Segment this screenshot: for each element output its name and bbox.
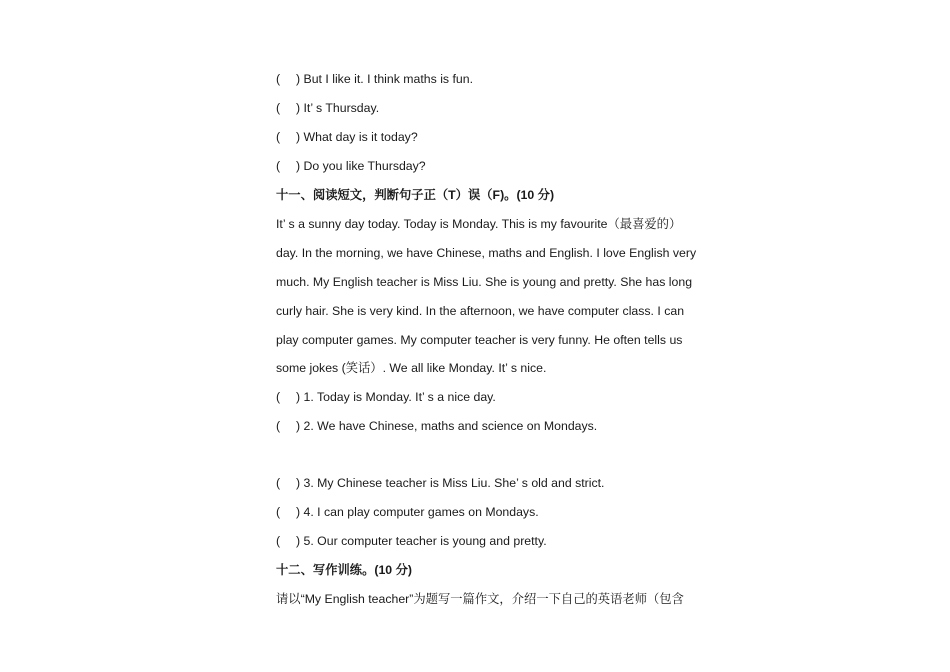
answer-paren: ( bbox=[276, 101, 281, 115]
line-text: ) What day is it today? bbox=[296, 130, 418, 144]
line-text: ) 5. Our computer teacher is young and pretty. bbox=[296, 534, 547, 548]
section-heading: 十一、阅读短文，判断句子正（T）误（F)。(10 分) bbox=[276, 188, 555, 202]
answer-line bbox=[276, 389, 496, 405]
line-text: ) Do you like Thursday? bbox=[296, 159, 426, 173]
answer-paren: ( bbox=[276, 476, 281, 490]
line-text: ) 1. Today is Monday. It’ s a nice day. bbox=[296, 390, 496, 404]
line-text: ) But I like it. I think maths is fun. bbox=[296, 72, 474, 86]
line-text: ) 2. We have Chinese, maths and science on Mondays. bbox=[296, 419, 598, 433]
answer-paren: ( bbox=[276, 130, 281, 144]
line-text: ) It’ s Thursday. bbox=[296, 101, 380, 115]
answer-paren: ( bbox=[276, 505, 281, 519]
answer-paren: ( bbox=[276, 159, 281, 173]
writing-prompt: 请以“My English teacher”为题写一篇作文，介绍一下自己的英语老师（包含 bbox=[276, 592, 684, 606]
answer-line bbox=[276, 475, 604, 491]
passage-line: play computer games. My computer teacher is very funny. He often tells us bbox=[276, 333, 683, 347]
answer-line bbox=[276, 158, 426, 174]
answer-paren: ( bbox=[276, 419, 281, 433]
answer-line bbox=[276, 533, 547, 549]
answer-paren: ( bbox=[276, 72, 281, 86]
answer-line bbox=[276, 129, 418, 145]
passage-line: day. In the morning, we have Chinese, maths and English. I love English very bbox=[276, 246, 697, 260]
section-heading: 十二、写作训练。(10 分) bbox=[276, 563, 412, 577]
passage-line: some jokes (笑话）. We all like Monday. It’ s nice. bbox=[276, 361, 547, 375]
answer-paren: ( bbox=[276, 534, 281, 548]
passage-line: much. My English teacher is Miss Liu. She is young and pretty. She has long bbox=[276, 275, 693, 289]
line-text: ) 4. I can play computer games on Mondays. bbox=[296, 505, 539, 519]
answer-line bbox=[276, 504, 539, 520]
answer-paren: ( bbox=[276, 390, 281, 404]
passage-line: curly hair. She is very kind. In the afternoon, we have computer class. I can bbox=[276, 304, 685, 318]
answer-line bbox=[276, 71, 473, 87]
passage-line: It’ s a sunny day today. Today is Monday. This is my favourite（最喜爱的） bbox=[276, 217, 682, 231]
answer-line bbox=[276, 418, 597, 434]
answer-line bbox=[276, 100, 379, 116]
line-text: ) 3. My Chinese teacher is Miss Liu. She’ s old and strict. bbox=[296, 476, 605, 490]
